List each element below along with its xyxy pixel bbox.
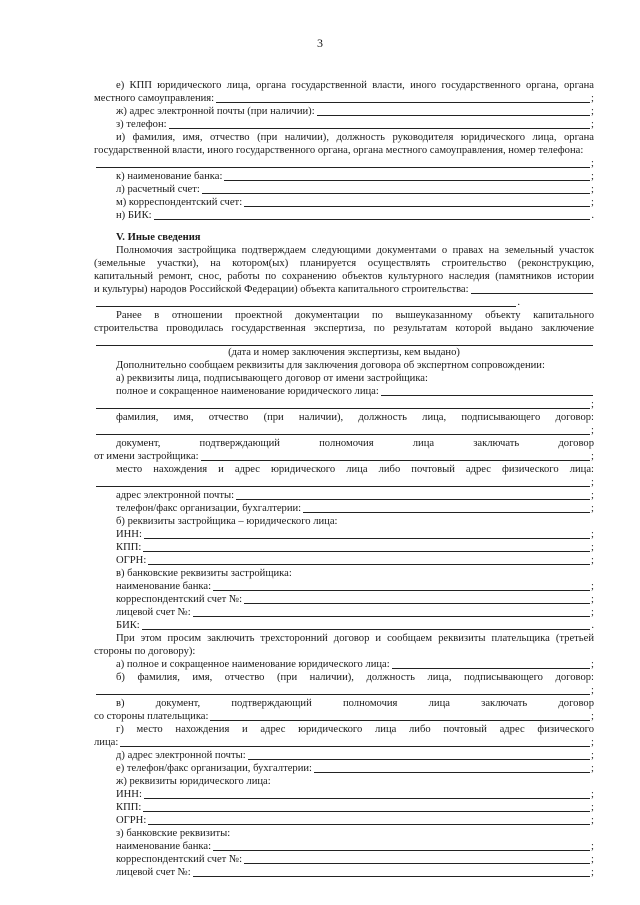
p-b-field[interactable] <box>96 694 590 695</box>
land-docs-field-2[interactable] <box>96 306 516 307</box>
p-v-field[interactable] <box>210 720 590 721</box>
p-ogrn-field[interactable] <box>148 824 590 825</box>
tri-line2: стороны по договору): <box>94 646 196 657</box>
bank-field[interactable] <box>224 180 590 181</box>
v-bank: наименование банка: ; <box>116 581 594 592</box>
p-g: г) место нахождения и адрес юридического лица либо почтовый адрес физического <box>116 724 594 735</box>
p-kpp-field[interactable] <box>143 811 590 812</box>
b-ogrn-field[interactable] <box>148 564 590 565</box>
p-zh: ж) реквизиты юридического лица: <box>116 776 271 787</box>
account-field[interactable] <box>202 193 590 194</box>
p1-line4: и культуры) народов Российской Федерации) объекта капитального строительства: <box>94 284 594 296</box>
a-fio-field[interactable] <box>96 434 590 435</box>
v-bik-field[interactable] <box>142 629 591 630</box>
p-corr-field[interactable] <box>244 863 590 864</box>
line-head-2: государственной власти, иного государственного органа, органа местного самоуправления, номер телефона: <box>94 145 584 156</box>
v-pers-field[interactable] <box>193 616 590 617</box>
page-number: 3 <box>317 36 323 50</box>
line-kpp: е) КПП юридического лица, органа государственной власти, иного государственного органа, органа <box>116 80 594 91</box>
p-g-field[interactable] <box>120 746 590 747</box>
p-a: а) полное и сокращенное наименование юридического лица: ; <box>116 659 594 670</box>
line-bank: к) наименование банка: ; <box>116 171 594 182</box>
p-ogrn: ОГРН: ; <box>116 815 594 826</box>
p2-line2: строительства проводилась государственная экспертиза, по результатам которой выдано заключение <box>94 323 594 334</box>
line-kpp-2: местного самоуправления: ; <box>94 93 594 104</box>
head-field[interactable] <box>96 167 590 168</box>
b-inn: ИНН: ; <box>116 529 594 540</box>
v-corr: корреспондентский счет №: ; <box>116 594 594 605</box>
email-field[interactable] <box>317 115 590 116</box>
p3: Дополнительно сообщаем реквизиты для заключения договора об экспертном сопровождении: <box>116 360 545 371</box>
b-heading: б) реквизиты застройщика – юридического лица: <box>116 516 338 527</box>
v-pers: лицевой счет №: ; <box>116 607 594 618</box>
corr-field[interactable] <box>244 206 590 207</box>
conclusion-caption: (дата и номер заключения экспертизы, кем выдано) <box>228 347 460 358</box>
land-docs-field[interactable] <box>471 293 593 294</box>
a-doc: документ, подтверждающий полномочия лица заключать договор <box>116 438 594 449</box>
line-phone: з) телефон: ; <box>116 119 594 130</box>
a-name: полное и сокращенное наименование юридического лица: <box>94 386 594 398</box>
b-inn-field[interactable] <box>144 538 590 539</box>
p-e-field[interactable] <box>314 772 590 773</box>
p1-line2: (земельные участки), на котором(ых) планируется осуществлять строительство (реконструкцию, <box>94 258 594 269</box>
section-heading: V. Иные сведения <box>116 232 201 243</box>
a-heading: а) реквизиты лица, подписывающего договор от имени застройщика: <box>116 373 428 384</box>
p-corr: корреспондентский счет №: ; <box>116 854 594 865</box>
p1-line3: капитальный ремонт, снос, работы по сохранению объектов культурного наследия (памятников истории <box>94 271 594 282</box>
b-kpp-field[interactable] <box>143 551 590 552</box>
p-v: в) документ, подтверждающий полномочия лица заключать договор <box>116 698 594 709</box>
p-inn-field[interactable] <box>144 798 590 799</box>
line-bik: н) БИК: . <box>116 210 594 221</box>
a-addr: место нахождения и адрес юридического лица либо почтовый адрес физического лица: <box>116 464 594 475</box>
p-e: е) телефон/факс организации, бухгалтерии: ; <box>116 763 594 774</box>
b-kpp: КПП: ; <box>116 542 594 553</box>
p-bank-field[interactable] <box>213 850 590 851</box>
line-email: ж) адрес электронной почты (при наличии): ; <box>116 106 594 117</box>
a-addr-field[interactable] <box>96 486 590 487</box>
tri-line1: При этом просим заключить трехсторонний договор и сообщаем реквизиты плательщика (третьей <box>116 633 594 644</box>
p-pers-field[interactable] <box>193 876 590 877</box>
bik-field[interactable] <box>154 219 591 220</box>
p1-line1: Полномочия застройщика подтверждаем следующими документами о правах на земельный участок <box>116 245 594 256</box>
v-corr-field[interactable] <box>244 603 590 604</box>
p-b: б) фамилия, имя, отчество (при наличии), должность лица, подписывающего договор: <box>116 672 594 683</box>
p-pers: лицевой счет №: ; <box>116 867 594 878</box>
a-phone: телефон/факс организации, бухгалтерии: ; <box>116 503 594 514</box>
p-d: д) адрес электронной почты: ; <box>116 750 594 761</box>
line-corr: м) корреспондентский счет: ; <box>116 197 594 208</box>
v-bik: БИК: . <box>116 620 594 631</box>
p-inn: ИНН: ; <box>116 789 594 800</box>
a-fio: фамилия, имя, отчество (при наличии), должность лица, подписывающего договор: <box>116 412 594 423</box>
v-bank-field[interactable] <box>213 590 590 591</box>
a-doc-field[interactable] <box>201 460 590 461</box>
p-d-field[interactable] <box>248 759 590 760</box>
line-head-3: ; <box>94 158 594 170</box>
a-email-field[interactable] <box>236 499 590 500</box>
kpp-field[interactable] <box>216 102 590 103</box>
a-email: адрес электронной почты: ; <box>116 490 594 501</box>
a-phone-field[interactable] <box>303 512 590 513</box>
a-name-field[interactable] <box>381 395 593 396</box>
phone-field[interactable] <box>169 128 590 129</box>
p-z: з) банковские реквизиты: <box>116 828 231 839</box>
conclusion-field[interactable] <box>96 345 593 346</box>
a-fio-2: ; <box>94 425 594 437</box>
b-ogrn: ОГРН: ; <box>116 555 594 566</box>
p1-line5: . <box>94 297 520 309</box>
line-account: л) расчетный счет: ; <box>116 184 594 195</box>
a-name-2: ; <box>94 399 594 411</box>
p2-line1: Ранее в отношении проектной документации по вышеуказанному объекту капитального <box>116 310 594 321</box>
p-v-2: со стороны плательщика: ; <box>94 711 594 722</box>
line-head: и) фамилия, имя, отчество (при наличии), должность руководителя юридического лица, органа <box>116 132 594 143</box>
p-g-2: лица: ; <box>94 737 594 748</box>
p-b-2: ; <box>94 685 594 697</box>
a-doc-2: от имени застройщика: ; <box>94 451 594 462</box>
v-heading: в) банковские реквизиты застройщика: <box>116 568 292 579</box>
a-name-field-2[interactable] <box>96 408 590 409</box>
a-addr-2: ; <box>94 477 594 489</box>
p-a-field[interactable] <box>392 668 590 669</box>
p-bank: наименование банка: ; <box>116 841 594 852</box>
p-kpp: КПП: ; <box>116 802 594 813</box>
